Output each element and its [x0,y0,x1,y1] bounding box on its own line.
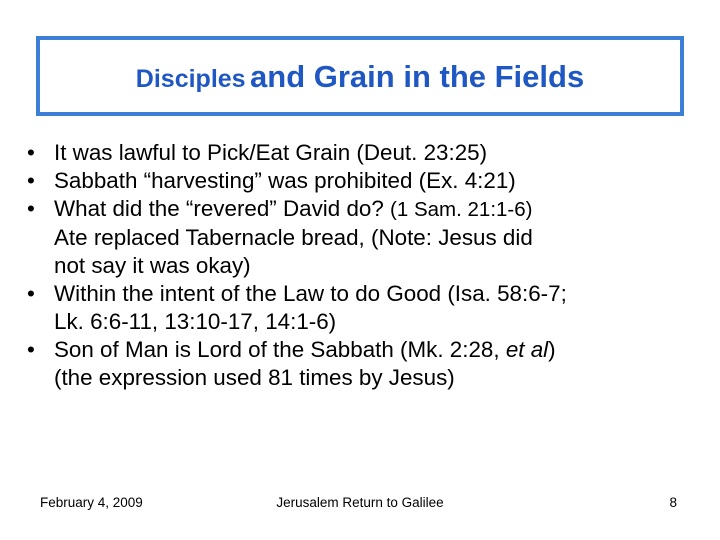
bullet-text: It was lawful to Pick/Eat Grain (Deut. 23:25) [54,140,488,165]
bullet-text: Sabbath “harvesting” was prohibited (Ex. 4:21) [54,168,516,193]
bullet-marker: • [27,281,35,306]
bullet-text-line-3: not say it was okay) [54,253,251,278]
footer-title: Jerusalem Return to Galilee [276,495,444,510]
bullet-item [24,336,704,392]
scripture-reference: (1 Sam. 21:1-6) [390,198,533,221]
slide-title [136,57,584,95]
bullet-marker: • [27,337,35,362]
bullet-text: Son of Man is Lord of the Sabbath (Mk. 2:28, [54,337,500,362]
title-box [36,36,684,116]
bullet-marker: • [27,196,35,221]
bullet-item [24,139,704,167]
bullet-marker: • [27,168,35,193]
bullet-text: Within the intent of the Law to do Good (Isa. 58:6-7; [54,281,567,306]
page-number: 8 [669,495,677,510]
footer-date: February 4, 2009 [40,495,143,510]
bullet-text-line-2: (the expression used 81 times by Jesus) [54,365,455,390]
italic-et-al: et al [505,337,549,362]
closing-paren: ) [548,337,556,362]
bullet-item [24,195,704,280]
bullet-text-line-2: Ate replaced Tabernacle bread, (Note: Jesus did [54,225,533,250]
title-word-disciples: Disciples [135,65,246,93]
bullet-item [24,280,704,336]
bullet-list [24,139,704,392]
bullet-marker: • [27,140,35,165]
bullet-text: What did the “revered” David do? [54,196,384,221]
title-rest: and Grain in the Fields [250,59,585,94]
bullet-text-line-2: Lk. 6:6-11, 13:10-17, 14:1-6) [54,309,337,334]
bullet-item [24,167,704,195]
